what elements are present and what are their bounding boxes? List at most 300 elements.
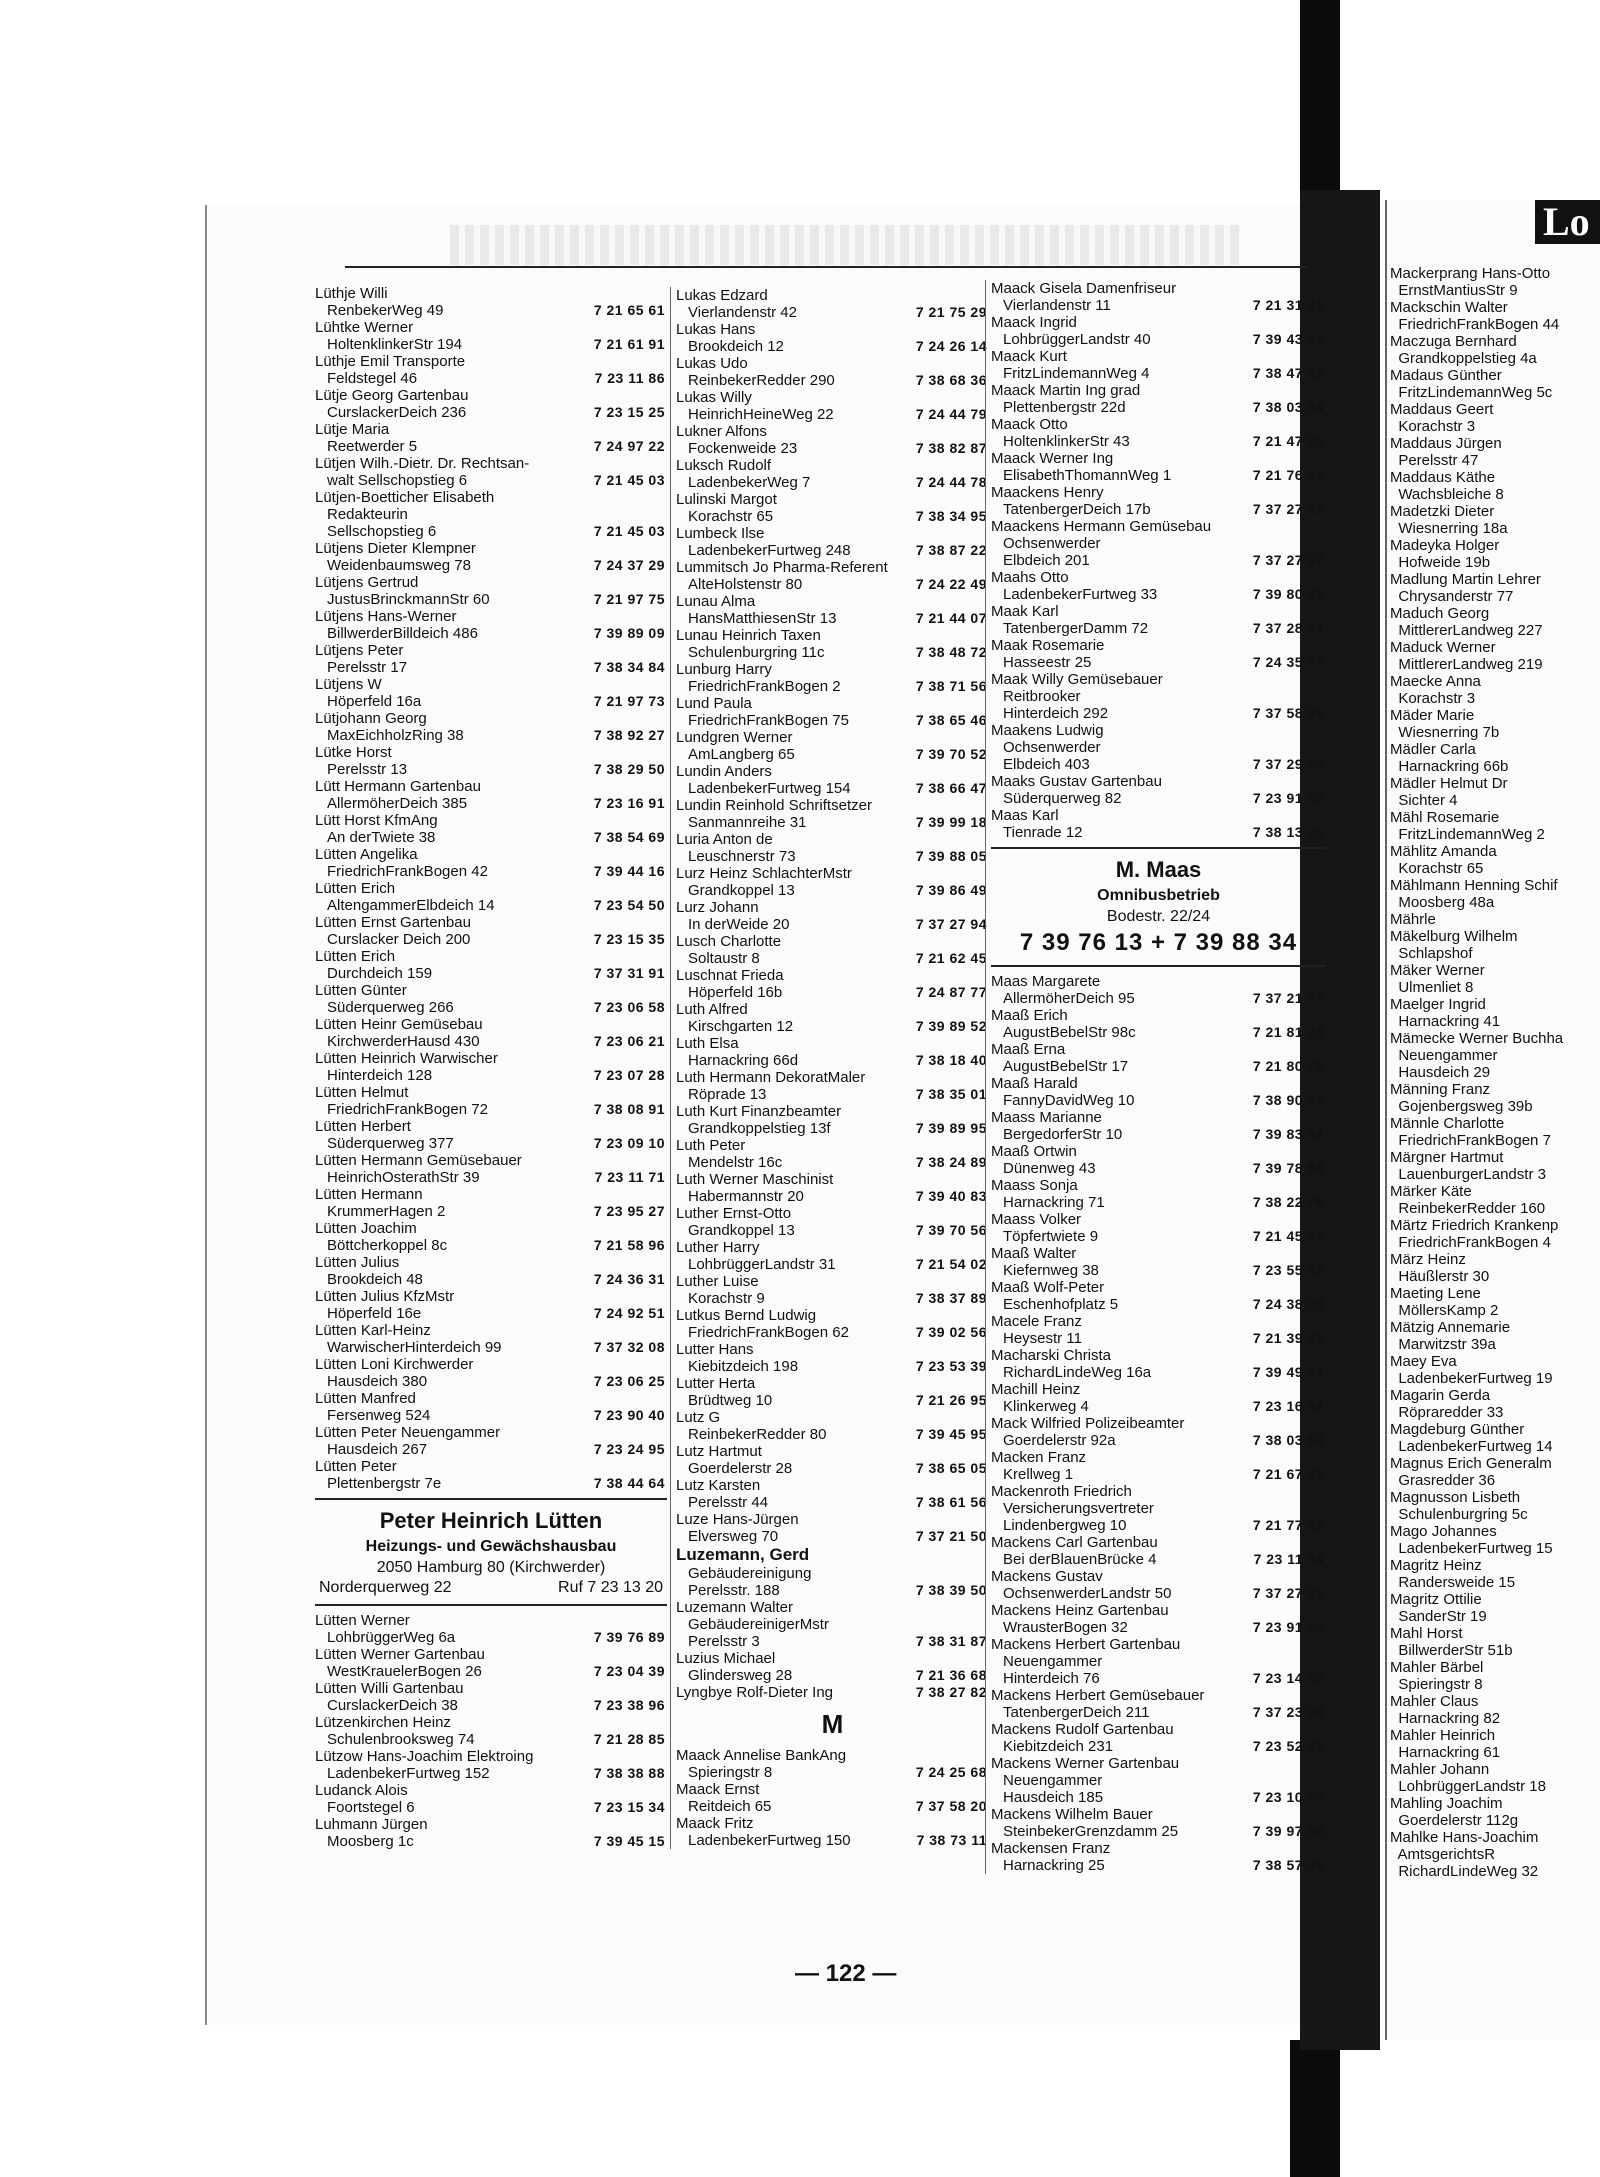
listing-line: FriedrichFrankBogen 44	[1390, 316, 1560, 333]
listing-luzemann	[676, 1545, 989, 1599]
listing-phone: 7 39 86 49	[915, 882, 987, 898]
thumb-index-tab: Lo	[1535, 200, 1600, 244]
listing-phone: 7 38 39 50	[915, 1582, 987, 1598]
listing-phone: 7 21 26 95	[915, 1392, 987, 1408]
listing-phone: 7 21 61 91	[593, 336, 665, 352]
listing-entry	[315, 523, 667, 540]
listing-entry	[676, 1815, 989, 1849]
listing-entry	[991, 1721, 1326, 1755]
listing-name: Maaß Walter	[991, 1245, 1077, 1262]
listing-entry	[991, 1415, 1326, 1449]
listing-address: OchsenwerderLandstr 50	[1003, 1585, 1172, 1602]
listing-address: Lindenbergweg 10	[1003, 1517, 1127, 1534]
listing-address: LadenbekerFurtweg 152	[327, 1765, 490, 1782]
listing-entry	[676, 1341, 989, 1375]
listing-line: Korachstr 3	[1390, 418, 1476, 435]
listing-entry	[676, 1035, 989, 1069]
listing-entry	[991, 569, 1326, 603]
listing-address: Perelsstr 44	[688, 1494, 769, 1511]
listing-line: Maecke Anna	[1390, 673, 1481, 690]
listing-line: Mädler Helmut Dr	[1390, 775, 1508, 792]
listing-name: Lütje Georg Gartenbau	[315, 387, 469, 404]
listing-address: Hinterdeich 292	[1003, 705, 1109, 722]
listing-name: Lukas Udo	[676, 355, 748, 372]
listing-line: Mäder Marie	[1390, 707, 1475, 724]
listing-line: Ulmenliet 8	[1390, 979, 1474, 996]
listing-name: Luzemann Walter	[676, 1599, 793, 1616]
listing-address: Sanmannreihe 31	[688, 814, 807, 831]
listing-phone: 7 38 22 76	[1252, 1194, 1324, 1210]
listing-name: Lütten Günter	[315, 982, 407, 999]
listing-name: Mack Wilfried Polizeibeamter	[991, 1415, 1185, 1432]
listing-name: Macken Franz	[991, 1449, 1087, 1466]
listing-entry	[676, 355, 989, 389]
listing-address: Süderquerweg 266	[327, 999, 454, 1016]
listing-name: Lütjen-Boetticher Elisabeth	[315, 489, 495, 506]
listing-address: Perelsstr 13	[327, 761, 408, 778]
listing-address: Curslacker Deich 200	[327, 931, 471, 948]
listing-name: Lütten Angelika	[315, 846, 418, 863]
listing-line: Goerdelerstr 112g	[1390, 1812, 1519, 1829]
listing-phone: 7 21 75 29	[915, 304, 987, 320]
listing-line: SanderStr 19	[1390, 1608, 1487, 1625]
listing-entry	[676, 1781, 989, 1815]
listing-name: Lütjens Peter	[315, 642, 404, 659]
listing-entry	[676, 933, 989, 967]
listing-name: Maaß Erich	[991, 1007, 1068, 1024]
listing-phone: 7 23 15 35	[593, 931, 665, 947]
listing-address: FriedrichFrankBogen 62	[688, 1324, 849, 1341]
listing-address: Heysestr 11	[1003, 1330, 1082, 1347]
listing-group	[676, 287, 989, 1545]
listing-phone: 7 39 02 56	[915, 1324, 987, 1340]
listing-line: Maeting Lene	[1390, 1285, 1481, 1302]
listing-phone: 7 21 58 96	[593, 1237, 665, 1253]
listing-address: An derTwiete 38	[327, 829, 436, 846]
listing-address: Ochsenwerder	[1003, 739, 1101, 756]
listing-name: Lüthje Willi	[315, 285, 388, 302]
listing-line: AmtsgerichtsR	[1390, 1846, 1496, 1863]
listing-line: Mählitz Amanda	[1390, 843, 1497, 860]
listing-entry	[676, 1069, 989, 1103]
listing-phone: 7 23 06 21	[593, 1033, 665, 1049]
listing-name: Lütten Werner	[315, 1612, 410, 1629]
listing-phone: 7 38 44 64	[593, 1475, 665, 1491]
listing-address: LadenbekerWeg 7	[688, 474, 811, 491]
listing-phone: 7 23 91 26	[1252, 1619, 1324, 1635]
listing-address: AllermöherDeich 95	[1003, 990, 1135, 1007]
listing-address: Weidenbaumsweg 78	[327, 557, 471, 574]
listing-address: HeinrichHeineWeg 22	[688, 406, 834, 423]
listing-address: KrummerHagen 2	[327, 1203, 446, 1220]
listing-name: Lütten Willi Gartenbau	[315, 1680, 464, 1697]
listing-name: Luth Werner Maschinist	[676, 1171, 834, 1188]
listing-address: LadenbekerFurtweg 154	[688, 780, 851, 797]
listing-name: Lütten Erich	[315, 880, 396, 897]
listing-address: Glindersweg 28	[688, 1667, 793, 1684]
listing-name: Luther Harry	[676, 1239, 760, 1256]
listing-address: AllermöherDeich 385	[327, 795, 468, 812]
column-1	[315, 285, 667, 1850]
listing-entry	[991, 973, 1326, 1007]
listing-name: Maass Sonja	[991, 1177, 1078, 1194]
listing-address: Korachstr 65	[688, 508, 774, 525]
listing-phone: 7 39 97 08	[1252, 1823, 1324, 1839]
listing-phone: 7 39 89 09	[593, 625, 665, 641]
listing-entry	[315, 948, 667, 982]
listing-phone: 7 38 65 46	[915, 712, 987, 728]
listing-address: Kiefernweg 38	[1003, 1262, 1099, 1279]
listing-address: TatenbergerDamm 72	[1003, 620, 1149, 637]
listing-line: Grasredder 36	[1390, 1472, 1496, 1489]
listing-line: Mahling Joachim	[1390, 1795, 1503, 1812]
listing-entry	[676, 729, 989, 763]
ad-street: Bodestr. 22/24	[1106, 908, 1211, 925]
listing-entry	[676, 865, 989, 899]
ad-title: M. Maas	[1115, 857, 1202, 882]
listing-address: Reitdeich 65	[688, 1798, 772, 1815]
listing-entry	[991, 1245, 1326, 1279]
listing-name: Mackens Herbert Gemüsebauer	[991, 1687, 1205, 1704]
listing-line: Hofweide 19b	[1390, 554, 1491, 571]
listing-name: Ludanck Alois	[315, 1782, 408, 1799]
listing-address: Foortstegel 6	[327, 1799, 415, 1816]
listing-line: ErnstMantiusStr 9	[1390, 282, 1518, 299]
listing-entry	[315, 676, 667, 710]
listing-address: KirchwerderHausd 430	[327, 1033, 480, 1050]
listing-phone: 7 38 03 63	[1252, 1432, 1324, 1448]
listing-name: Luth Elsa	[676, 1035, 739, 1052]
listing-entry	[315, 846, 667, 880]
listing-line: MittlererLandweg 219	[1390, 656, 1543, 673]
listing-address: HoltenklinkerStr 194	[327, 336, 463, 353]
listing-name: Lütten Werner Gartenbau	[315, 1646, 485, 1663]
listing-entry	[991, 1347, 1326, 1381]
listing-address: Elversweg 70	[688, 1528, 779, 1545]
listing-phone: 7 38 54 69	[593, 829, 665, 845]
listing-phone: 7 24 38 03	[1252, 1296, 1324, 1312]
listing-line: Harnackring 61	[1390, 1744, 1501, 1761]
listing-address: WrausterBogen 32	[1003, 1619, 1128, 1636]
listing-phone: 7 38 35 01	[915, 1086, 987, 1102]
listing-address: Grandkoppelstieg 13f	[688, 1120, 831, 1137]
listing-phone: 7 23 52 52	[1252, 1738, 1324, 1754]
ad-subtitle: Omnibusbetrieb	[1097, 887, 1220, 904]
listing-line: Hausdeich 29	[1390, 1064, 1491, 1081]
listing-name: Luth Hermann DekoratMaler	[676, 1069, 866, 1086]
listing-entry	[676, 1511, 989, 1545]
column-4-partial	[1390, 265, 1600, 1880]
listing-name: Lütten Hermann Gemüsebauer	[315, 1152, 522, 1169]
listing-phone: 7 23 07 28	[593, 1067, 665, 1083]
listing-line: Mackerprang Hans-Otto	[1390, 265, 1551, 282]
binder-clip-top	[1300, 0, 1340, 200]
listing-address: Grandkoppel 13	[688, 1222, 795, 1239]
listing-name: Lütjens Hans-Werner	[315, 608, 457, 625]
listing-address: Vierlandenstr 42	[688, 304, 797, 321]
listing-address: Süderquerweg 82	[1003, 790, 1122, 807]
listing-phone: 7 39 89 52	[915, 1018, 987, 1034]
listing-name: Maack Ernst	[676, 1781, 760, 1798]
listing-name: Mackens Herbert Gartenbau	[991, 1636, 1181, 1653]
listing-entry	[991, 1789, 1326, 1806]
listing-line: Mähl Rosemarie	[1390, 809, 1500, 826]
listing-entry	[676, 1633, 989, 1650]
listing-name: Maaß Wolf-Peter	[991, 1279, 1105, 1296]
listing-entry	[315, 1782, 667, 1816]
listing-phone: 7 38 61 56	[915, 1494, 987, 1510]
listing-line: Mahl Horst	[1390, 1625, 1463, 1642]
listing-name: Maak Rosemarie	[991, 637, 1105, 654]
listing-line: Korachstr 65	[1390, 860, 1484, 877]
listing-name: Lukner Alfons	[676, 423, 767, 440]
listing-address: Höperfeld 16a	[327, 693, 422, 710]
listing-phone: 7 21 47 19	[1252, 433, 1324, 449]
listing-address: Dünenweg 43	[1003, 1160, 1096, 1177]
listing-name: Lunburg Harry	[676, 661, 772, 678]
listing-address: Neuengammer	[1003, 1772, 1103, 1789]
ad-street: Norderquerweg 22	[319, 1579, 452, 1596]
listing-address: Reetwerder 5	[327, 438, 418, 455]
listing-address: Vierlandenstr 11	[1003, 297, 1111, 314]
listing-entry	[315, 1152, 667, 1186]
listing-address: Kirschgarten 12	[688, 1018, 794, 1035]
listing-name: Lusch Charlotte	[676, 933, 782, 950]
listing-entry	[991, 756, 1326, 773]
listing-address: Fersenweg 524	[327, 1407, 431, 1424]
listing-address: BillwerderBilldeich 486	[327, 625, 478, 642]
listing-line: ReinbekerRedder 160	[1390, 1200, 1546, 1217]
listing-phone: 7 39 45 95	[915, 1426, 987, 1442]
listing-phone: 7 38 57 46	[1252, 1857, 1324, 1873]
listing-entry	[991, 484, 1326, 518]
listing-phone: 7 21 80 75	[1252, 1058, 1324, 1074]
listing-address: LohbrüggerLandstr 31	[688, 1256, 836, 1273]
listing-address: Harnackring 66d	[688, 1052, 799, 1069]
listing-phone: 7 37 27 51	[1252, 1585, 1324, 1601]
listing-address: Habermannstr 20	[688, 1188, 804, 1205]
listing-phone: 7 38 31 87	[915, 1633, 987, 1649]
listing-address: Brookdeich 48	[327, 1271, 423, 1288]
listing-entry	[991, 603, 1326, 637]
listing-group	[315, 1612, 667, 1850]
listing-entry	[991, 416, 1326, 450]
listing-line: Magnusson Lisbeth	[1390, 1489, 1521, 1506]
listing-address: Korachstr 9	[688, 1290, 765, 1307]
listing-name: Maack Martin Ing grad	[991, 382, 1141, 399]
listing-address: Perelsstr 3	[688, 1633, 760, 1650]
listing-phone: 7 37 21 50	[915, 1528, 987, 1544]
listing-entry	[676, 457, 989, 491]
listing-line: Mäkelburg Wilhelm	[1390, 928, 1518, 945]
listing-line: Märker Käte	[1390, 1183, 1472, 1200]
listing-phone: 7 23 14 60	[1252, 1670, 1324, 1686]
listing-phone: 7 24 87 77	[915, 984, 987, 1000]
listing-name: Lutz G	[676, 1409, 721, 1426]
listing-entry	[676, 525, 989, 559]
listing-entry	[315, 880, 667, 914]
listing-address: Höperfeld 16b	[688, 984, 783, 1001]
listing-name: Lühtke Werner	[315, 319, 414, 336]
listing-phone: 7 23 90 40	[593, 1407, 665, 1423]
listing-line: Madeyka Holger	[1390, 537, 1500, 554]
listing-phone: 7 23 54 50	[593, 897, 665, 913]
listing-phone: 7 21 97 73	[593, 693, 665, 709]
listing-phone: 7 23 53 39	[915, 1358, 987, 1374]
listing-phone: 7 24 97 22	[593, 438, 665, 454]
listing-phone: 7 37 27 03	[1252, 501, 1324, 517]
listing-line: Magritz Heinz	[1390, 1557, 1482, 1574]
listing-address: Klinkerweg 4	[1003, 1398, 1089, 1415]
listing-line: Mäker Werner	[1390, 962, 1485, 979]
listing-phone: 7 23 15 25	[593, 404, 665, 420]
listing-name: Lütten Peter	[315, 1458, 397, 1475]
listing-line: Grandkoppelstieg 4a	[1390, 350, 1537, 367]
listing-line: LadenbekerFurtweg 19	[1390, 1370, 1553, 1387]
listing-phone: 7 21 45 03	[593, 523, 665, 539]
listing-address: Elbdeich 201	[1003, 552, 1090, 569]
listing-address: Elbdeich 403	[1003, 756, 1090, 773]
listing-address: TatenbergerDeich 211	[1003, 1704, 1150, 1721]
listing-phone: 7 21 65 61	[593, 302, 665, 318]
listing-line: Maddaus Jürgen	[1390, 435, 1502, 452]
listing-address: JustusBrinckmannStr 60	[327, 591, 490, 608]
listing-phone: 7 38 34 84	[593, 659, 665, 675]
listing-name: Maack Ingrid	[991, 314, 1077, 331]
listing-address: WarwischerHinterdeich 99	[327, 1339, 502, 1356]
listing-address: Tienrade 12	[1003, 824, 1083, 841]
listing-line: Wachsbleiche 8	[1390, 486, 1504, 503]
listing-trade: Gebäudereinigung	[688, 1565, 812, 1582]
listing-entry	[676, 1443, 989, 1477]
listing-phone: 7 39 83 44	[1252, 1126, 1324, 1142]
listing-address: Perelsstr. 188	[688, 1582, 780, 1599]
listing-name: Maack Fritz	[676, 1815, 754, 1832]
listing-phone: 7 38 27 82	[915, 1684, 987, 1700]
listing-line: Maddaus Geert	[1390, 401, 1494, 418]
listing-line: Mämecke Werner Buchha	[1390, 1030, 1564, 1047]
listing-phone: 7 23 24 95	[593, 1441, 665, 1457]
listing-address: Durchdeich 159	[327, 965, 433, 982]
listing-line: Mählmann Henning Schif	[1390, 877, 1558, 894]
listing-phone: 7 37 27 94	[915, 916, 987, 932]
listing-address: LadenbekerFurtweg 150	[688, 1832, 851, 1849]
listing-name: Maak Willy Gemüsebauer	[991, 671, 1163, 688]
listing-entry	[315, 1016, 667, 1050]
listing-name: Lütjohann Georg	[315, 710, 427, 727]
listing-entry	[991, 1109, 1326, 1143]
listing-entry	[991, 1041, 1326, 1075]
listing-entry	[991, 1568, 1326, 1602]
listing-entry	[676, 1239, 989, 1273]
listing-entry	[991, 1007, 1326, 1041]
listing-entry	[315, 642, 667, 676]
listing-name: Lützenkirchen Heinz	[315, 1714, 451, 1731]
listing-entry	[315, 914, 667, 948]
listing-address: Hasseestr 25	[1003, 654, 1092, 671]
listing-phone: 7 38 47 63	[1252, 365, 1324, 381]
listing-entry	[315, 353, 667, 387]
listing-name: Maass Volker	[991, 1211, 1082, 1228]
listing-entry	[676, 1103, 989, 1137]
listing-phone: 7 39 89 95	[915, 1120, 987, 1136]
listing-entry	[991, 552, 1326, 569]
listing-group	[676, 1747, 989, 1849]
listing-line: MöllersKamp 2	[1390, 1302, 1499, 1319]
listing-group	[315, 285, 667, 1492]
listing-name: Lütten Joachim	[315, 1220, 417, 1237]
listing-phone: 7 37 58 89	[1252, 705, 1324, 721]
page-number: — 122 —	[795, 1960, 897, 1987]
listing-phone: 7 38 24 89	[915, 1154, 987, 1170]
listing-address: Sellschopstieg 6	[327, 523, 437, 540]
listing-name: Mackensen Franz	[991, 1840, 1111, 1857]
listing-entry	[676, 1599, 989, 1633]
listing-address: FriedrichFrankBogen 75	[688, 712, 849, 729]
listing-address: Redakteurin	[327, 506, 408, 523]
listing-address: Hausdeich 267	[327, 1441, 428, 1458]
listing-line: Mackschin Walter	[1390, 299, 1508, 316]
listing-phone: 7 39 88 05	[915, 848, 987, 864]
listing-phone: 7 39 70 52	[915, 746, 987, 762]
listing-address: AlteHolstenstr 80	[688, 576, 803, 593]
listing-entry	[676, 1205, 989, 1239]
listing-address: Hinterdeich 76	[1003, 1670, 1100, 1687]
listing-phone: 7 38 65 05	[915, 1460, 987, 1476]
listing-line: Harnackring 41	[1390, 1013, 1501, 1030]
listing-name: Luze Hans-Jürgen	[676, 1511, 799, 1528]
listing-name: Lütjens Gertrud	[315, 574, 419, 591]
listing-phone: 7 23 06 58	[593, 999, 665, 1015]
listing-address: Bei derBlauenBrücke 4	[1003, 1551, 1157, 1568]
listing-line: Madlung Martin Lehrer	[1390, 571, 1541, 588]
listing-phone: 7 37 27 97	[1252, 552, 1324, 568]
listing-entry	[991, 1602, 1326, 1636]
listing-phone: 7 24 35 77	[1252, 654, 1324, 670]
listing-name: Luth Kurt Finanzbeamter	[676, 1103, 842, 1120]
listing-address: AltengammerElbdeich 14	[327, 897, 495, 914]
listing-entry	[676, 899, 989, 933]
listing-name: Lütjens Dieter Klempner	[315, 540, 476, 557]
listing-phone: 7 21 97 75	[593, 591, 665, 607]
listing-line: Röpraredder 33	[1390, 1404, 1504, 1421]
listing-name: Lyngbye Rolf-Dieter Ing	[676, 1684, 834, 1701]
listing-line: Mädler Carla	[1390, 741, 1476, 758]
listing-entry	[315, 1254, 667, 1288]
listing-phone: 7 23 06 25	[593, 1373, 665, 1389]
listing-name: Maakens Ludwig	[991, 722, 1104, 739]
listing-phone: 7 23 11 71	[594, 1169, 665, 1185]
listing-phone: 7 39 80 93	[1252, 586, 1324, 602]
listing-phone: 7 23 91 69	[1252, 790, 1324, 806]
listing-name: Lütten Heinr Gemüsebau	[315, 1016, 483, 1033]
listing-address: Mendelstr 16c	[688, 1154, 783, 1171]
listing-line: BillwerderStr 51b	[1390, 1642, 1513, 1659]
listing-name: Macharski Christa	[991, 1347, 1112, 1364]
ad-city: 2050 Hamburg 80 (Kirchwerder)	[376, 1559, 606, 1576]
listing-entry	[676, 797, 989, 831]
ad-luetten	[315, 1498, 667, 1606]
listing-entry	[991, 1687, 1326, 1721]
ad-title: Peter Heinrich Lütten	[379, 1508, 603, 1533]
listing-entry	[315, 1646, 667, 1680]
listing-entry	[676, 1001, 989, 1035]
listing-line: Chrysanderstr 77	[1390, 588, 1514, 605]
listing-entry	[991, 1670, 1326, 1687]
listing-entry	[315, 1680, 667, 1714]
listing-name: Luther Luise	[676, 1273, 759, 1290]
listing-entry	[315, 1118, 667, 1152]
